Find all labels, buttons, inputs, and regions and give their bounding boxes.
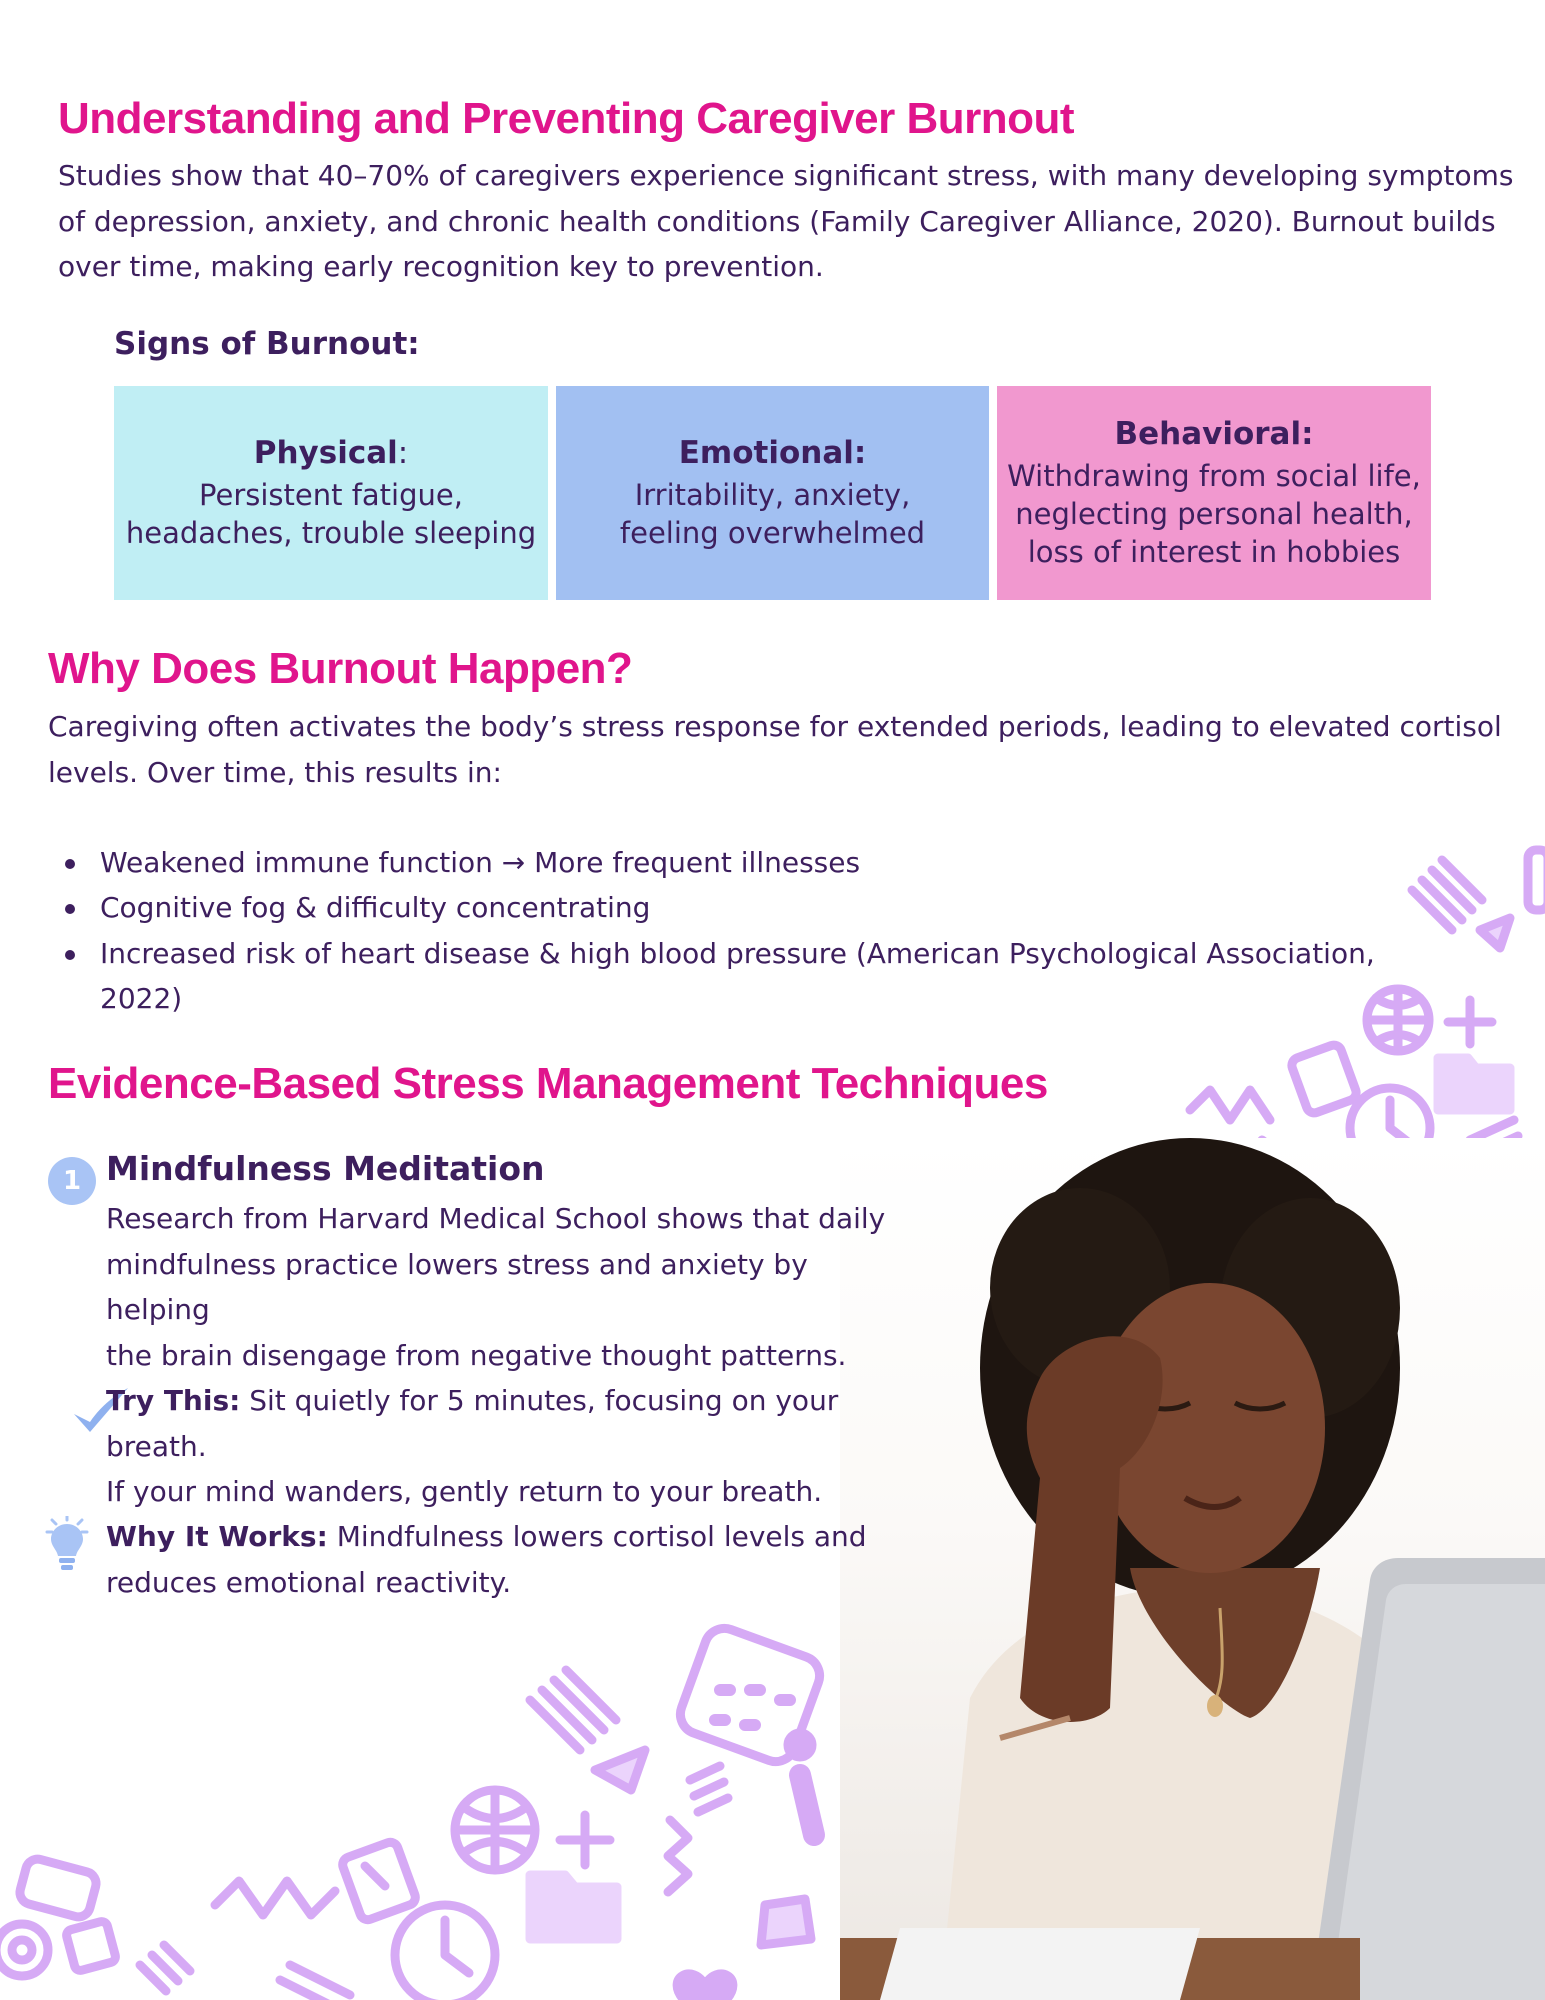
bullet-dot [65,904,75,914]
lightbulb-icon [44,1516,90,1574]
calendar-icon [1290,1043,1359,1115]
send-icon [1480,918,1510,948]
intro-line: over time, making early recognition key to prevention. [58,250,824,283]
try-this-text: If your mind wanders, gently return to your breath. [106,1475,823,1508]
sign-card-line: Irritability, anxiety, [634,478,911,512]
lines-icon [530,1670,616,1750]
try-this-tip [106,1378,906,1515]
try-this-label: Try This: [106,1384,241,1417]
frame-icon [65,1920,116,1971]
list-item: Weakened immune function → More frequent illnesses [62,840,1462,885]
why-line: levels. Over time, this results in: [48,755,502,789]
phone-icon [1528,850,1545,910]
why-it-works-text: Mindfulness lowers cortisol levels and [327,1520,867,1553]
step-body [106,1196,886,1378]
signs-heading: Signs of Burnout: [114,326,420,362]
sign-card-line: headaches, trouble sleeping [125,516,537,550]
try-this-text: Sit quietly for 5 minutes, focusing on your breath. [106,1384,839,1463]
image-icon [761,1899,811,1945]
why-it-works-text: reduces emotional reactivity. [106,1565,512,1599]
section-title-why-burnout: Why Does Burnout Happen? [48,644,633,693]
calendar-icon [340,1840,417,1922]
lines-icon [280,1965,350,2000]
sign-card-line: neglecting personal health, [1015,497,1413,531]
lines-icon [140,1945,190,1991]
step-body-line: Research from Harvard Medical School shows that daily [106,1202,886,1235]
step-title: Mindfulness Meditation [106,1149,545,1188]
step-body-line: the brain disengage from negative thought patterns. [106,1338,847,1372]
list-item: Increased risk of heart disease & high blood pressure (American Psychological Association, 2022) [62,931,1462,1022]
bullet-dot [65,950,75,960]
calendar-grid-icon [675,1623,825,1767]
heart-icon [677,1974,733,2000]
sign-card-title: Physical: [253,435,409,471]
intro-line: Studies show that 40–70% of caregivers experience significant stress, with many developing symptoms [58,159,1514,192]
zigzag-icon [668,1820,688,1892]
photo-illustration [840,1138,1545,2000]
clock-icon [395,1905,495,2000]
lines-icon [690,1766,728,1812]
sign-card-title: Emotional: [678,435,867,471]
why-it-works-label: Why It Works: [106,1520,328,1553]
sign-card-title: Behavioral: [1114,416,1314,452]
stressed-woman-photo [840,1138,1545,2000]
globe-icon [455,1790,535,1870]
sign-card-line: feeling overwhelmed [619,516,926,550]
step-body-line: mindfulness practice lowers stress and anxiety by helping [106,1247,808,1326]
squiggle-icon [215,1881,335,1915]
folder-icon [530,1875,617,1939]
intro-paragraph [58,153,1518,290]
sign-card-line: Withdrawing from social life, [1007,459,1421,493]
info-icon [788,1733,814,1835]
sign-card-line: Persistent fatigue, [199,478,463,512]
squiggle-icon [1190,1090,1270,1120]
step-number-badge: 1 [48,1157,96,1205]
section-title-caregiver-burnout: Understanding and Preventing Caregiver Burnout [58,94,1075,143]
why-it-works-tip [106,1514,886,1605]
folder-icon [1438,1058,1510,1110]
sign-card-behavioral [997,386,1431,600]
effects-list [62,840,1462,1021]
bell-icon [0,1924,48,1976]
sign-card-emotional [556,386,989,600]
bullet-dot [65,859,75,869]
section-title-stress-techniques: Evidence-Based Stress Management Techniques [48,1059,1048,1108]
send-icon [595,1750,645,1790]
phone-icon [17,1856,98,1919]
intro-line: of depression, anxiety, and chronic health conditions (Family Caregiver Alliance, 2020). Burnout builds [58,204,1496,238]
plus-icon [560,1815,610,1865]
why-paragraph [48,704,1518,795]
sign-card-physical [114,386,548,600]
sign-card-line: loss of interest in hobbies [1027,535,1401,569]
why-line: Caregiving often activates the body’s stress response for extended periods, leading to elevated cortisol [48,710,1502,743]
list-item: Cognitive fog & difficulty concentrating [62,885,1462,930]
